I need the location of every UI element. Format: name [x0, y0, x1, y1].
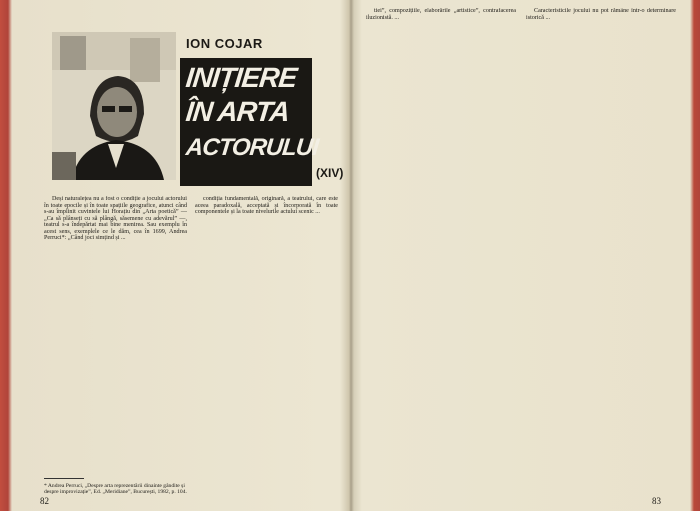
page-number-right: 83 — [652, 496, 661, 506]
left-column-1 — [44, 196, 187, 478]
title-line-1: INIȚIERE — [184, 62, 298, 93]
title-line-3: ACTORULUI — [184, 134, 320, 161]
left-col1-text: Deși naturalețea nu a fost o condiție a jocului actorului în toate epocile și în toate spațiile geografice, atunci când s-au împlinit cuvintele lui Horațiu din „Arta poetică” — „Ca să plânseți cu să plângă, săsemene cu adevărul” —, teatrul s-a îndepărtat mai bine menirea. Sau exemplu în acest sens, exemplele ce le dăm, cea în 1699, Andrea Perruci*: „Când joci simțind și ... — [44, 196, 187, 242]
right-column-1 — [366, 8, 516, 488]
part-number: (XIV) — [316, 166, 344, 180]
title-line-2: ÎN ARTA — [184, 96, 291, 127]
author-photo — [52, 32, 176, 180]
right-page — [356, 0, 690, 511]
author-name: ION COJAR — [186, 36, 263, 51]
left-col2-text: condiția fundamentală, originară, a teatrului, care este aceea paradoxală, acceptată și încorporată în toate componentele și la toate nivelurile actului scenic ... — [195, 196, 338, 216]
right-col1-text: tiei”, compozițiile, elaborările „artistice”, contrafacerea iluzionistă. ... — [366, 8, 516, 21]
title-block — [180, 58, 320, 186]
right-column-2 — [526, 8, 676, 482]
footnote-rule — [44, 478, 84, 479]
left-column-2 — [195, 196, 338, 450]
right-col2-text: Caracteristicile jocului nu pot rămâne într-o determinare istorică ... — [526, 8, 676, 21]
footnote: * Andrea Perruci, „Despre arta reprezentării dinainte gândite și despre improvizație”, Ed. „Meridiane”, București, 1982, p. 104. — [44, 483, 187, 495]
left-page — [12, 0, 348, 511]
page-number-left: 82 — [40, 496, 49, 506]
